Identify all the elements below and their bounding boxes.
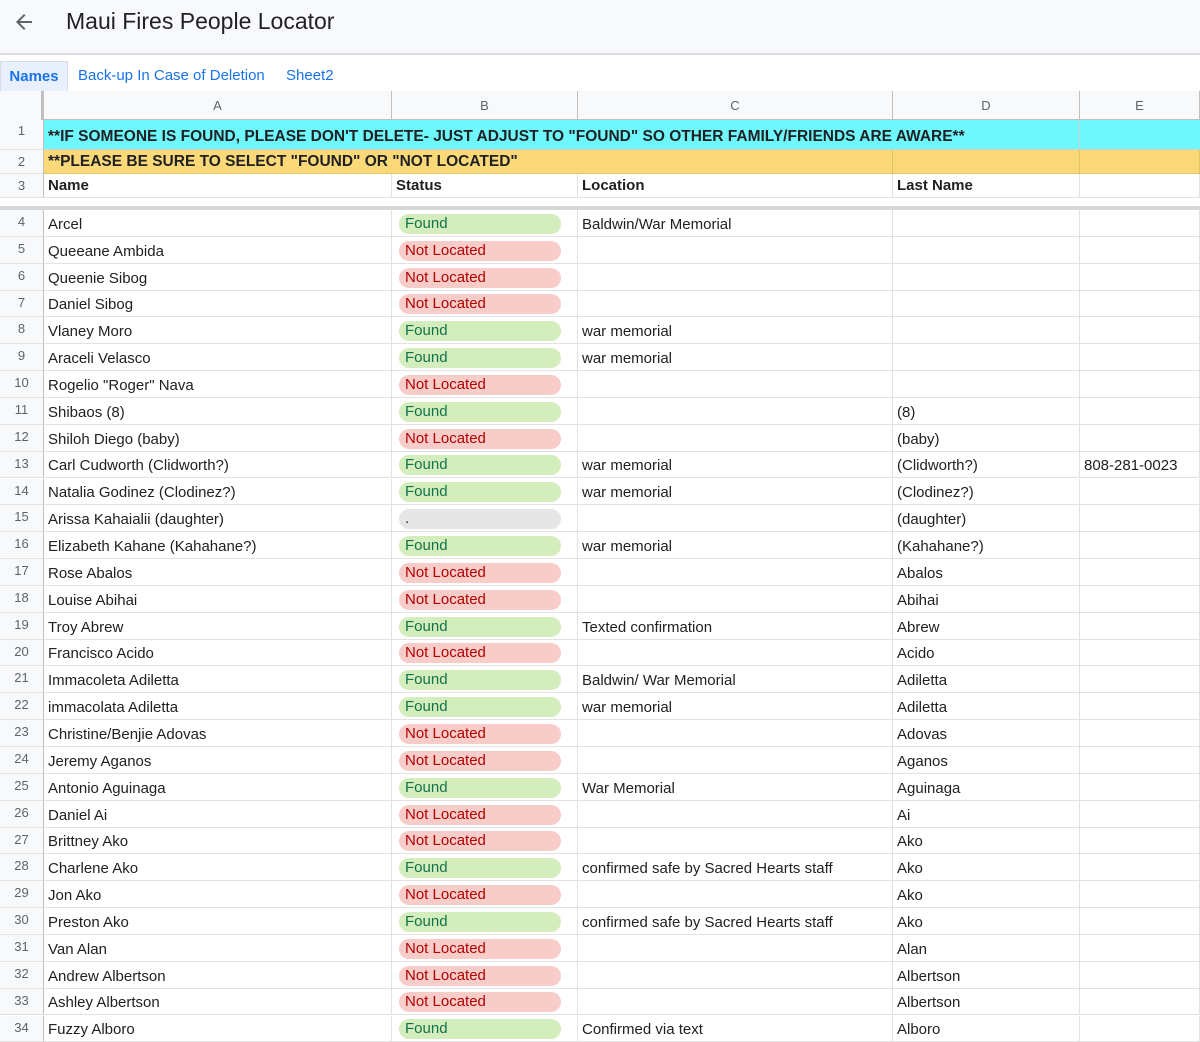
location-cell[interactable]: war memorial bbox=[578, 344, 893, 371]
row-number[interactable]: 15 bbox=[0, 505, 44, 532]
last-name-cell[interactable]: (Kahahane?) bbox=[893, 532, 1080, 559]
location-cell[interactable] bbox=[578, 640, 893, 667]
table-row bbox=[0, 452, 1200, 479]
location-cell[interactable] bbox=[578, 881, 893, 908]
last-name-cell[interactable]: Adiletta bbox=[893, 666, 1080, 693]
extra-cell[interactable] bbox=[1080, 935, 1200, 962]
status-dropdown-chip[interactable]: Not Located bbox=[399, 805, 561, 825]
last-name-cell[interactable]: Alboro bbox=[893, 1016, 1080, 1042]
name-cell[interactable]: Jeremy Aganos bbox=[44, 747, 392, 774]
location-cell[interactable]: Baldwin/War Memorial bbox=[578, 210, 893, 237]
extra-cell[interactable] bbox=[1080, 505, 1200, 532]
status-cell[interactable] bbox=[392, 371, 578, 398]
location-cell[interactable] bbox=[578, 935, 893, 962]
extra-cell[interactable] bbox=[1080, 854, 1200, 881]
status-cell[interactable] bbox=[392, 210, 578, 237]
table-row bbox=[0, 720, 1200, 747]
column-header-row bbox=[0, 91, 1200, 120]
location-cell[interactable] bbox=[578, 425, 893, 452]
header-row bbox=[0, 174, 1200, 198]
table-row bbox=[0, 666, 1200, 693]
last-name-cell[interactable] bbox=[893, 344, 1080, 371]
last-name-cell[interactable] bbox=[893, 237, 1080, 264]
status-dropdown-chip[interactable]: Not Located bbox=[399, 724, 561, 744]
status-dropdown-chip[interactable]: Not Located bbox=[399, 939, 561, 959]
spreadsheet-grid bbox=[0, 91, 1200, 1042]
name-cell[interactable]: Christine/Benjie Adovas bbox=[44, 720, 392, 747]
table-row bbox=[0, 559, 1200, 586]
location-cell[interactable]: war memorial bbox=[578, 479, 893, 506]
location-cell[interactable] bbox=[578, 398, 893, 425]
last-name-cell[interactable]: (8) bbox=[893, 398, 1080, 425]
location-cell[interactable]: Texted confirmation bbox=[578, 613, 893, 640]
status-cell[interactable] bbox=[392, 425, 578, 452]
last-name-cell[interactable]: Aguinaga bbox=[893, 774, 1080, 801]
status-cell[interactable] bbox=[392, 264, 578, 291]
location-cell[interactable]: war memorial bbox=[578, 693, 893, 720]
table-row bbox=[0, 989, 1200, 1016]
row-number[interactable]: 19 bbox=[0, 613, 44, 640]
location-cell[interactable] bbox=[578, 801, 893, 828]
table-row bbox=[0, 935, 1200, 962]
name-cell[interactable]: Jon Ako bbox=[44, 881, 392, 908]
table-row bbox=[0, 908, 1200, 935]
row-number[interactable]: 18 bbox=[0, 586, 44, 613]
row-number[interactable]: 2 bbox=[0, 150, 44, 174]
row-number[interactable]: 11 bbox=[0, 398, 44, 425]
status-dropdown-chip[interactable]: . bbox=[399, 509, 561, 529]
status-dropdown-chip[interactable]: Found bbox=[399, 1019, 561, 1039]
status-cell[interactable] bbox=[392, 720, 578, 747]
status-cell[interactable] bbox=[392, 586, 578, 613]
row-number[interactable]: 34 bbox=[0, 1016, 44, 1042]
table-row bbox=[0, 291, 1200, 318]
status-cell[interactable] bbox=[392, 935, 578, 962]
status-dropdown-chip[interactable]: Found bbox=[399, 321, 561, 341]
table-row bbox=[0, 774, 1200, 801]
extra-cell[interactable] bbox=[1080, 908, 1200, 935]
name-cell[interactable]: Vlaney Moro bbox=[44, 317, 392, 344]
status-cell[interactable] bbox=[392, 747, 578, 774]
table-row bbox=[0, 881, 1200, 908]
last-name-cell[interactable]: Abihai bbox=[893, 586, 1080, 613]
status-cell[interactable] bbox=[392, 452, 578, 479]
row-number[interactable]: 14 bbox=[0, 479, 44, 506]
name-cell[interactable]: Van Alan bbox=[44, 935, 392, 962]
last-name-cell[interactable]: Ako bbox=[893, 828, 1080, 855]
location-cell[interactable] bbox=[578, 559, 893, 586]
table-row bbox=[0, 613, 1200, 640]
row-number[interactable]: 3 bbox=[0, 174, 44, 198]
status-cell[interactable] bbox=[392, 479, 578, 506]
location-cell[interactable]: confirmed safe by Sacred Hearts staff bbox=[578, 908, 893, 935]
extra-cell[interactable] bbox=[1080, 532, 1200, 559]
location-cell[interactable]: War Memorial bbox=[578, 774, 893, 801]
status-cell[interactable] bbox=[392, 881, 578, 908]
table-row bbox=[0, 962, 1200, 989]
status-dropdown-chip[interactable]: Found bbox=[399, 670, 561, 690]
location-cell[interactable] bbox=[578, 586, 893, 613]
column-header-a[interactable]: A bbox=[44, 91, 392, 120]
name-cell[interactable]: Elizabeth Kahane (Kahahane?) bbox=[44, 532, 392, 559]
status-dropdown-chip[interactable]: Found bbox=[399, 482, 561, 502]
status-cell[interactable] bbox=[392, 908, 578, 935]
last-name-cell[interactable]: Abalos bbox=[893, 559, 1080, 586]
location-cell[interactable] bbox=[578, 264, 893, 291]
row-number[interactable]: 17 bbox=[0, 559, 44, 586]
banner-cell-e[interactable] bbox=[1080, 120, 1200, 150]
status-dropdown-chip[interactable]: Found bbox=[399, 536, 561, 556]
name-cell[interactable]: Brittney Ako bbox=[44, 828, 392, 855]
name-cell[interactable]: Immacoleta Adiletta bbox=[44, 666, 392, 693]
status-dropdown-chip[interactable]: Not Located bbox=[399, 831, 561, 851]
row-number[interactable]: 24 bbox=[0, 747, 44, 774]
row-number[interactable]: 26 bbox=[0, 801, 44, 828]
last-name-cell[interactable] bbox=[893, 210, 1080, 237]
header-e[interactable] bbox=[1080, 174, 1200, 198]
table-row bbox=[0, 479, 1200, 506]
status-dropdown-chip[interactable]: Found bbox=[399, 617, 561, 637]
status-cell[interactable] bbox=[392, 291, 578, 318]
extra-cell[interactable] bbox=[1080, 344, 1200, 371]
row-number[interactable]: 22 bbox=[0, 693, 44, 720]
status-dropdown-chip[interactable]: Found bbox=[399, 402, 561, 422]
last-name-cell[interactable] bbox=[893, 291, 1080, 318]
status-dropdown-chip[interactable]: Not Located bbox=[399, 966, 561, 986]
status-cell[interactable] bbox=[392, 989, 578, 1016]
name-cell[interactable]: Rose Abalos bbox=[44, 559, 392, 586]
name-cell[interactable]: Troy Abrew bbox=[44, 613, 392, 640]
location-cell[interactable]: Confirmed via text bbox=[578, 1016, 893, 1042]
select-all-corner[interactable] bbox=[0, 91, 44, 120]
row-number[interactable]: 7 bbox=[0, 291, 44, 318]
name-cell[interactable]: Francisco Acido bbox=[44, 640, 392, 667]
name-cell[interactable]: Preston Ako bbox=[44, 908, 392, 935]
extra-cell[interactable] bbox=[1080, 398, 1200, 425]
extra-cell[interactable] bbox=[1080, 371, 1200, 398]
banner-row-found bbox=[0, 120, 1200, 150]
extra-cell[interactable] bbox=[1080, 210, 1200, 237]
status-dropdown-chip[interactable]: Found bbox=[399, 348, 561, 368]
header-last-name[interactable]: Last Name bbox=[893, 174, 1080, 198]
location-cell[interactable]: war memorial bbox=[578, 452, 893, 479]
last-name-cell[interactable]: Ako bbox=[893, 854, 1080, 881]
status-dropdown-chip[interactable]: Found bbox=[399, 697, 561, 717]
column-header-e[interactable]: E bbox=[1080, 91, 1200, 120]
extra-cell[interactable] bbox=[1080, 586, 1200, 613]
header-name[interactable]: Name bbox=[44, 174, 392, 198]
row-number[interactable]: 28 bbox=[0, 854, 44, 881]
status-dropdown-chip[interactable]: Not Located bbox=[399, 268, 561, 288]
status-cell[interactable] bbox=[392, 398, 578, 425]
last-name-cell[interactable]: Albertson bbox=[893, 962, 1080, 989]
status-cell[interactable] bbox=[392, 237, 578, 264]
tab-names[interactable]: Names bbox=[0, 61, 68, 91]
location-cell[interactable] bbox=[578, 291, 893, 318]
name-cell[interactable]: Arissa Kahaialii (daughter) bbox=[44, 505, 392, 532]
status-cell[interactable] bbox=[392, 962, 578, 989]
row-number[interactable]: 27 bbox=[0, 828, 44, 855]
last-name-cell[interactable]: (baby) bbox=[893, 425, 1080, 452]
table-row bbox=[0, 747, 1200, 774]
name-cell[interactable]: Carl Cudworth (Clidworth?) bbox=[44, 452, 392, 479]
extra-cell[interactable]: 808-281-0023 bbox=[1080, 452, 1200, 479]
column-header-c[interactable]: C bbox=[578, 91, 893, 120]
location-cell[interactable] bbox=[578, 720, 893, 747]
sheet-tabs bbox=[0, 61, 1200, 91]
header-location[interactable]: Location bbox=[578, 174, 893, 198]
select-instruction-banner[interactable]: **PLEASE BE SURE TO SELECT "FOUND" OR "NOT LOCATED" bbox=[44, 150, 893, 174]
extra-cell[interactable] bbox=[1080, 801, 1200, 828]
status-cell[interactable] bbox=[392, 317, 578, 344]
row-number[interactable]: 30 bbox=[0, 908, 44, 935]
status-cell[interactable] bbox=[392, 1016, 578, 1042]
extra-cell[interactable] bbox=[1080, 479, 1200, 506]
status-cell[interactable] bbox=[392, 532, 578, 559]
table-row bbox=[0, 317, 1200, 344]
row-number[interactable]: 12 bbox=[0, 425, 44, 452]
banner-cell-e[interactable] bbox=[1080, 150, 1200, 174]
extra-cell[interactable] bbox=[1080, 1016, 1200, 1042]
tab-backup[interactable]: Back-up In Case of Deletion bbox=[78, 67, 265, 84]
last-name-cell[interactable]: Alan bbox=[893, 935, 1080, 962]
extra-cell[interactable] bbox=[1080, 989, 1200, 1016]
status-cell[interactable] bbox=[392, 801, 578, 828]
status-dropdown-chip[interactable]: Found bbox=[399, 214, 561, 234]
name-cell[interactable]: Daniel Sibog bbox=[44, 291, 392, 318]
found-instruction-banner[interactable]: **IF SOMEONE IS FOUND, PLEASE DON'T DELETE- JUST ADJUST TO "FOUND" SO OTHER FAMILY/FRIENDS ARE AWARE** bbox=[44, 120, 1080, 150]
banner-cell-d[interactable] bbox=[893, 150, 1080, 174]
name-cell[interactable]: Rogelio "Roger" Nava bbox=[44, 371, 392, 398]
table-row bbox=[0, 693, 1200, 720]
status-dropdown-chip[interactable]: Not Located bbox=[399, 590, 561, 610]
name-cell[interactable]: Shibaos (8) bbox=[44, 398, 392, 425]
table-row bbox=[0, 264, 1200, 291]
status-cell[interactable] bbox=[392, 666, 578, 693]
arrow-left-icon[interactable] bbox=[8, 6, 40, 38]
row-number[interactable]: 20 bbox=[0, 640, 44, 667]
row-number[interactable]: 4 bbox=[0, 210, 44, 237]
extra-cell[interactable] bbox=[1080, 425, 1200, 452]
column-header-d[interactable]: D bbox=[893, 91, 1080, 120]
extra-cell[interactable] bbox=[1080, 881, 1200, 908]
name-cell[interactable]: Queeane Ambida bbox=[44, 237, 392, 264]
extra-cell[interactable] bbox=[1080, 747, 1200, 774]
status-cell[interactable] bbox=[392, 344, 578, 371]
row-number[interactable]: 25 bbox=[0, 774, 44, 801]
status-cell[interactable] bbox=[392, 640, 578, 667]
location-cell[interactable]: confirmed safe by Sacred Hearts staff bbox=[578, 854, 893, 881]
row-number[interactable]: 9 bbox=[0, 344, 44, 371]
name-cell[interactable]: Ashley Albertson bbox=[44, 989, 392, 1016]
extra-cell[interactable] bbox=[1080, 666, 1200, 693]
extra-cell[interactable] bbox=[1080, 291, 1200, 318]
name-cell[interactable]: Antonio Aguinaga bbox=[44, 774, 392, 801]
status-dropdown-chip[interactable]: Not Located bbox=[399, 563, 561, 583]
name-cell[interactable]: Araceli Velasco bbox=[44, 344, 392, 371]
location-cell[interactable] bbox=[578, 237, 893, 264]
row-number[interactable]: 1 bbox=[0, 120, 44, 150]
status-dropdown-chip[interactable]: Not Located bbox=[399, 375, 561, 395]
status-dropdown-chip[interactable]: Not Located bbox=[399, 241, 561, 261]
extra-cell[interactable] bbox=[1080, 774, 1200, 801]
last-name-cell[interactable]: Ako bbox=[893, 908, 1080, 935]
table-row bbox=[0, 344, 1200, 371]
status-cell[interactable] bbox=[392, 854, 578, 881]
extra-cell[interactable] bbox=[1080, 828, 1200, 855]
status-cell[interactable] bbox=[392, 613, 578, 640]
status-dropdown-chip[interactable]: Not Located bbox=[399, 751, 561, 771]
status-dropdown-chip[interactable]: Found bbox=[399, 455, 561, 475]
location-cell[interactable]: war memorial bbox=[578, 317, 893, 344]
status-cell[interactable] bbox=[392, 505, 578, 532]
last-name-cell[interactable]: Acido bbox=[893, 640, 1080, 667]
page-title: Maui Fires People Locator bbox=[66, 8, 335, 34]
row-number[interactable]: 23 bbox=[0, 720, 44, 747]
status-dropdown-chip[interactable]: Not Located bbox=[399, 992, 561, 1012]
table-row bbox=[0, 505, 1200, 532]
table-row bbox=[0, 640, 1200, 667]
row-number[interactable]: 31 bbox=[0, 935, 44, 962]
extra-cell[interactable] bbox=[1080, 693, 1200, 720]
location-cell[interactable] bbox=[578, 989, 893, 1016]
last-name-cell[interactable] bbox=[893, 264, 1080, 291]
status-cell[interactable] bbox=[392, 693, 578, 720]
name-cell[interactable]: Queenie Sibog bbox=[44, 264, 392, 291]
extra-cell[interactable] bbox=[1080, 962, 1200, 989]
row-number[interactable]: 32 bbox=[0, 962, 44, 989]
status-dropdown-chip[interactable]: Not Located bbox=[399, 294, 561, 314]
table-row bbox=[0, 801, 1200, 828]
last-name-cell[interactable]: Aganos bbox=[893, 747, 1080, 774]
name-cell[interactable]: immacolata Adiletta bbox=[44, 693, 392, 720]
table-row bbox=[0, 828, 1200, 855]
name-cell[interactable]: Fuzzy Alboro bbox=[44, 1016, 392, 1042]
status-dropdown-chip[interactable]: Not Located bbox=[399, 429, 561, 449]
row-number[interactable]: 16 bbox=[0, 532, 44, 559]
extra-cell[interactable] bbox=[1080, 559, 1200, 586]
banner-row-select bbox=[0, 150, 1200, 174]
status-cell[interactable] bbox=[392, 774, 578, 801]
status-dropdown-chip[interactable]: Not Located bbox=[399, 643, 561, 663]
name-cell[interactable]: Arcel bbox=[44, 210, 392, 237]
row-number[interactable]: 29 bbox=[0, 881, 44, 908]
app-header bbox=[0, 0, 1200, 55]
last-name-cell[interactable]: Ako bbox=[893, 881, 1080, 908]
last-name-cell[interactable]: (Clodinez?) bbox=[893, 479, 1080, 506]
last-name-cell[interactable]: Adovas bbox=[893, 720, 1080, 747]
extra-cell[interactable] bbox=[1080, 317, 1200, 344]
row-number[interactable]: 33 bbox=[0, 989, 44, 1016]
row-number[interactable]: 21 bbox=[0, 666, 44, 693]
table-row bbox=[0, 210, 1200, 237]
status-dropdown-chip[interactable]: Found bbox=[399, 778, 561, 798]
last-name-cell[interactable]: (daughter) bbox=[893, 505, 1080, 532]
extra-cell[interactable] bbox=[1080, 720, 1200, 747]
status-dropdown-chip[interactable]: Not Located bbox=[399, 885, 561, 905]
location-cell[interactable]: war memorial bbox=[578, 532, 893, 559]
last-name-cell[interactable] bbox=[893, 317, 1080, 344]
name-cell[interactable]: Shiloh Diego (baby) bbox=[44, 425, 392, 452]
last-name-cell[interactable]: Adiletta bbox=[893, 693, 1080, 720]
status-cell[interactable] bbox=[392, 828, 578, 855]
status-dropdown-chip[interactable]: Found bbox=[399, 858, 561, 878]
extra-cell[interactable] bbox=[1080, 237, 1200, 264]
name-cell[interactable]: Natalia Godinez (Clodinez?) bbox=[44, 479, 392, 506]
row-number[interactable]: 6 bbox=[0, 264, 44, 291]
location-cell[interactable] bbox=[578, 747, 893, 774]
row-number[interactable]: 10 bbox=[0, 371, 44, 398]
location-cell[interactable] bbox=[578, 962, 893, 989]
tab-sheet2[interactable]: Sheet2 bbox=[286, 67, 334, 84]
location-cell[interactable] bbox=[578, 371, 893, 398]
last-name-cell[interactable]: Albertson bbox=[893, 989, 1080, 1016]
name-cell[interactable]: Daniel Ai bbox=[44, 801, 392, 828]
location-cell[interactable]: Baldwin/ War Memorial bbox=[578, 666, 893, 693]
extra-cell[interactable] bbox=[1080, 264, 1200, 291]
name-cell[interactable]: Charlene Ako bbox=[44, 854, 392, 881]
last-name-cell[interactable]: (Clidworth?) bbox=[893, 452, 1080, 479]
name-cell[interactable]: Andrew Albertson bbox=[44, 962, 392, 989]
table-row bbox=[0, 371, 1200, 398]
extra-cell[interactable] bbox=[1080, 640, 1200, 667]
column-header-b[interactable]: B bbox=[392, 91, 578, 120]
table-row bbox=[0, 1016, 1200, 1042]
last-name-cell[interactable]: Abrew bbox=[893, 613, 1080, 640]
location-cell[interactable] bbox=[578, 828, 893, 855]
table-row bbox=[0, 586, 1200, 613]
table-row bbox=[0, 532, 1200, 559]
table-row bbox=[0, 237, 1200, 264]
table-row bbox=[0, 398, 1200, 425]
row-number[interactable]: 13 bbox=[0, 452, 44, 479]
header-status[interactable]: Status bbox=[392, 174, 578, 198]
table-row bbox=[0, 854, 1200, 881]
status-cell[interactable] bbox=[392, 559, 578, 586]
row-number[interactable]: 8 bbox=[0, 317, 44, 344]
extra-cell[interactable] bbox=[1080, 613, 1200, 640]
last-name-cell[interactable] bbox=[893, 371, 1080, 398]
table-row bbox=[0, 425, 1200, 452]
row-number[interactable]: 5 bbox=[0, 237, 44, 264]
location-cell[interactable] bbox=[578, 505, 893, 532]
status-dropdown-chip[interactable]: Found bbox=[399, 912, 561, 932]
last-name-cell[interactable]: Ai bbox=[893, 801, 1080, 828]
name-cell[interactable]: Louise Abihai bbox=[44, 586, 392, 613]
